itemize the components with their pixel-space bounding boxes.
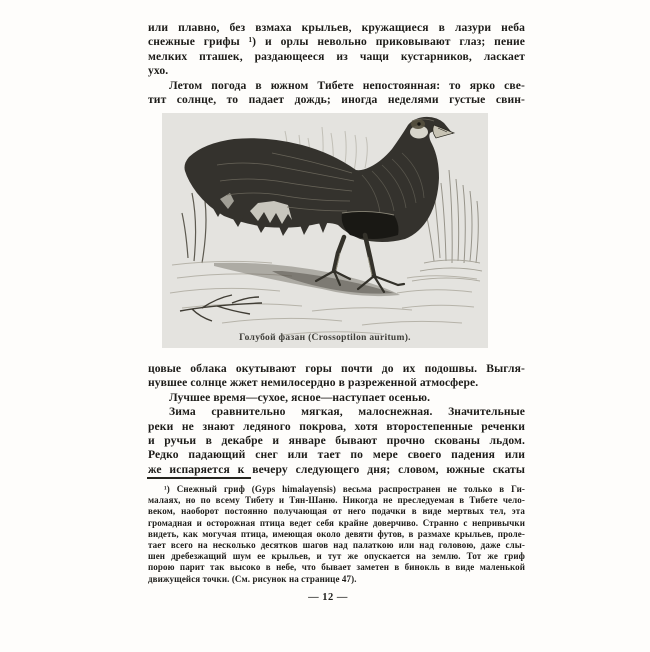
footnote-line: шен дребезжащий шум ее крыльев, и тут же опускается на землю. Тот же гриф (148, 551, 525, 562)
footnote-line: видеть, как могучая птица, имеющая около девяти футов, в размахе крыльев, проле- (148, 528, 525, 539)
body-text-upper (148, 21, 525, 107)
body-line: или плавно, без взмаха крыльев, кружащиеся в лазури неба (148, 21, 525, 34)
body-line: цовые облака окутывают горы почти до их подошвы. Выгля- (148, 362, 525, 375)
figure (162, 113, 488, 348)
body-line: мелких пташек, раздающееся из чащи кустарников, ласкает (148, 49, 525, 63)
pheasant-illustration (162, 113, 488, 348)
body-line: Лучшее время—сухое, ясное—наступает осенью. (169, 390, 431, 404)
body-line: снежные грифы ¹) и орлы невольно приковывают глаз; пение (148, 35, 525, 49)
body-line: реки не знают ледяного покрова, хотя второстепенные реченки (148, 419, 525, 433)
page-number: — 12 — (308, 592, 348, 603)
body-line: Зима сравнительно мягкая, малоснежная. Значительные (169, 405, 525, 419)
body-text-lower (148, 362, 525, 477)
figure-caption: Голубой фазан (Crossoptilon auritum). (239, 333, 411, 343)
footnote-line: порою парит так высоко в небе, что бывает заметен в бинокль в виде маленькой (148, 562, 525, 573)
body-line: тит солнце, то падает дождь; иногда неделями густые свин- (148, 92, 525, 106)
body-line: же испаряется к вечеру следующего дня; словом, южные скаты (148, 462, 525, 476)
footnote-rule (147, 477, 251, 479)
footnote-line: громадная и осторожная птица ведет себя крайне доверчиво. Странно с непривычки (148, 517, 525, 528)
body-line: Редко падающий снег или тает по мере своего падения или (148, 448, 525, 462)
body-line: ухо. (148, 64, 169, 78)
body-line: нувшее солнце жжет немилосердно в разреженной атмосфере. (148, 376, 479, 390)
footnote-line: веком, наоборот постоянно получающая от него подачки в виде мертвых тел, эта (148, 506, 525, 517)
footnote (148, 484, 525, 585)
footnote-line: малаях, но по всему Тибету и Тян-Шаню. Никогда не преследуемая в Тибете чело- (148, 495, 525, 506)
footnote-line: движущейся точки. (См. рисунок на странице 47). (148, 573, 357, 584)
footnote-line: тает всего на несколько десятков шагов над палаткою или над головою, даже слы- (148, 539, 525, 550)
body-line: Летом погода в южном Тибете непостоянная: то ярко све- (169, 78, 525, 92)
footnote-line: ¹) Снежный гриф (Gyps himalayensis) весьма распространен не только в Ги- (164, 484, 525, 494)
body-line: и ручьи в декабре и январе бывают прочно скованы льдом. (148, 433, 525, 447)
